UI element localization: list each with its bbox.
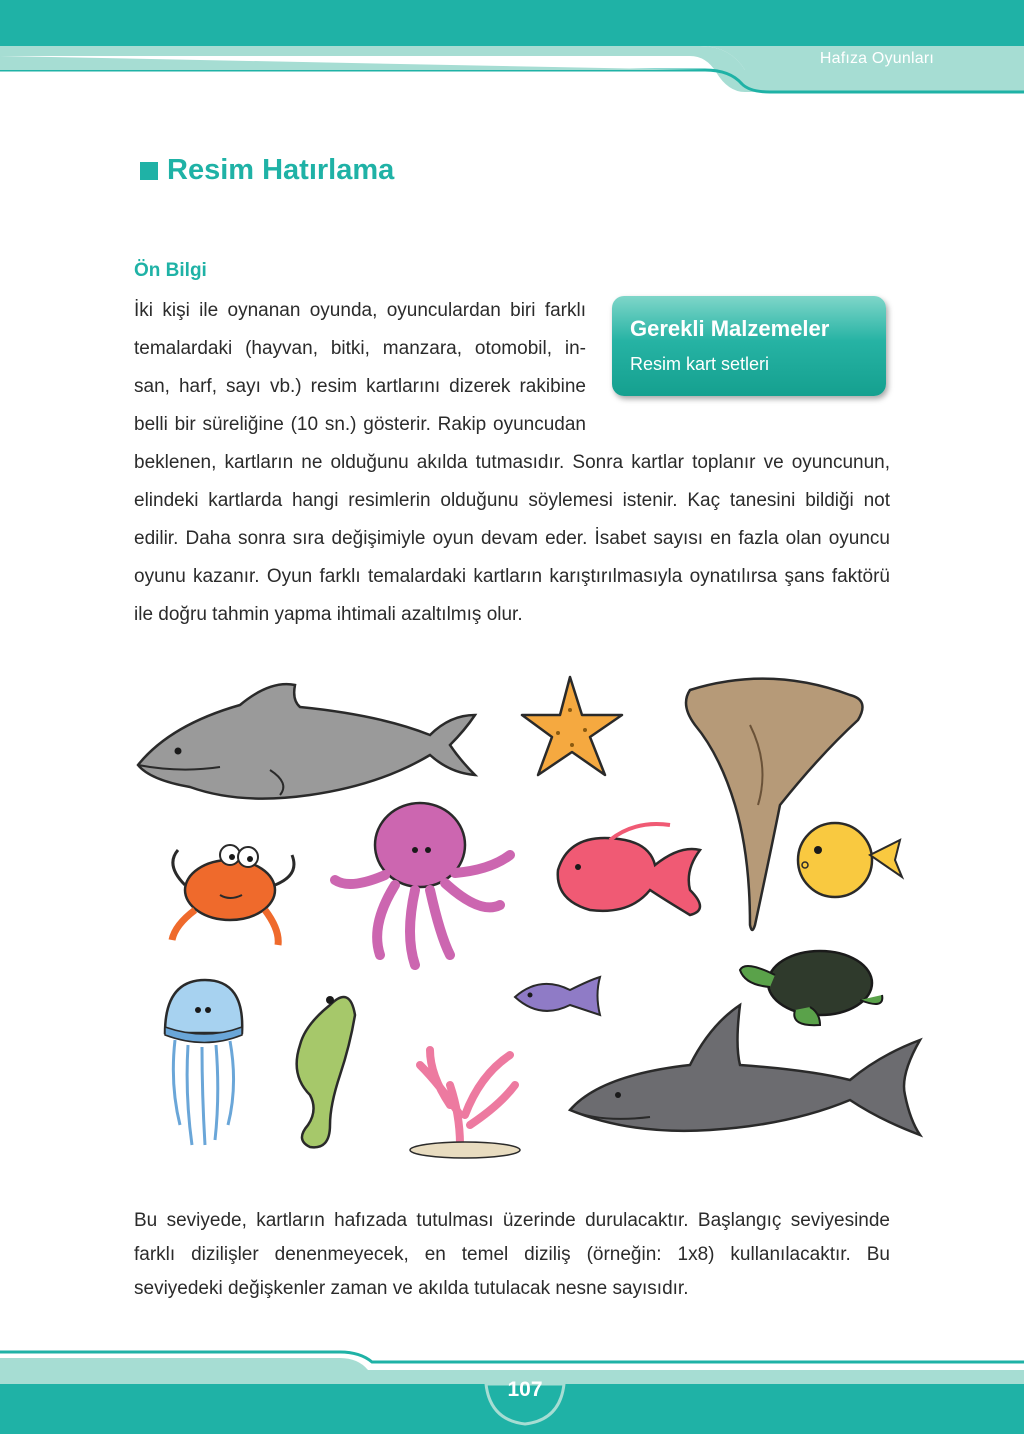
turtle-illustration xyxy=(740,951,882,1025)
materials-subtitle: Resim kart setleri xyxy=(630,354,770,374)
materials-title: Gerekli Malzemeler xyxy=(630,316,830,341)
header-label: Hafıza Oyunları xyxy=(819,50,934,67)
text-line: elindeki kartlarda hangi resimlerin olduğunu söylemesi istenir. Kaç tanesini bildiği not xyxy=(134,490,890,511)
text-line: edilir. Daha sonra sıra değişimiyle oyun devam eder. İsabet sayısı en fazla olan oyuncu xyxy=(134,528,890,549)
sea-animals-illustration xyxy=(130,655,930,1175)
text-line: ile doğru tahmin yapma ihtimali azaltılmış olur. xyxy=(134,604,523,625)
seahorse-illustration xyxy=(297,996,355,1147)
text-line: seviyedeki değişkenler zaman ve akılda tutulacak nesne sayısıdır. xyxy=(134,1278,689,1299)
octopus-illustration xyxy=(335,803,510,965)
page-number: 107 xyxy=(507,1378,543,1401)
title-square-icon xyxy=(140,162,158,180)
intro-paragraph-part1 xyxy=(134,292,586,444)
text-line: beklenen, kartların ne olduğunu akılda tutmasıdır. Sonra kartlar toplanır ve oyuncunun, xyxy=(134,452,890,473)
text-line: temalardaki (hayvan, bitki, manzara, otomobil, in- xyxy=(134,338,586,359)
level-paragraph xyxy=(134,1204,890,1306)
jellyfish-illustration xyxy=(165,980,242,1145)
shark-illustration xyxy=(570,1005,920,1135)
starfish-illustration xyxy=(522,677,622,775)
coral-illustration xyxy=(410,1050,520,1158)
text-line: oyunu kazanır. Oyun farklı temalardaki kartların karıştırılmasıyla oynatılırsa şans faktörü xyxy=(134,566,890,587)
goldfish-illustration xyxy=(558,824,700,915)
page-title xyxy=(140,154,394,187)
section-heading: Ön Bilgi xyxy=(134,260,207,281)
dolphin-illustration xyxy=(138,684,475,798)
text-line: Bu seviyede, kartların hafızada tutulması üzerinde durulacaktır. Başlangıç seviyesinde xyxy=(134,1210,890,1231)
text-line: san, harf, sayı vb.) resim kartlarını dizerek rakibine xyxy=(134,376,586,397)
text-line: farklı dizilişler denenmeyecek, en temel diziliş (örneğin: 1x8) kullanılacaktır. Bu xyxy=(134,1244,890,1265)
small-fish-illustration xyxy=(515,977,600,1015)
text-line: belli bir süreliğine (10 sn.) gösterir. Rakip oyuncudan xyxy=(134,414,586,435)
page-title-text: Resim Hatırlama xyxy=(167,154,395,186)
intro-paragraph-part2 xyxy=(134,444,890,634)
text-line: İki kişi ile oynanan oyunda, oyunculardan biri farklı xyxy=(134,300,586,321)
materials-box xyxy=(612,296,886,396)
pufferfish-illustration xyxy=(798,823,902,897)
crab-illustration xyxy=(172,845,294,945)
